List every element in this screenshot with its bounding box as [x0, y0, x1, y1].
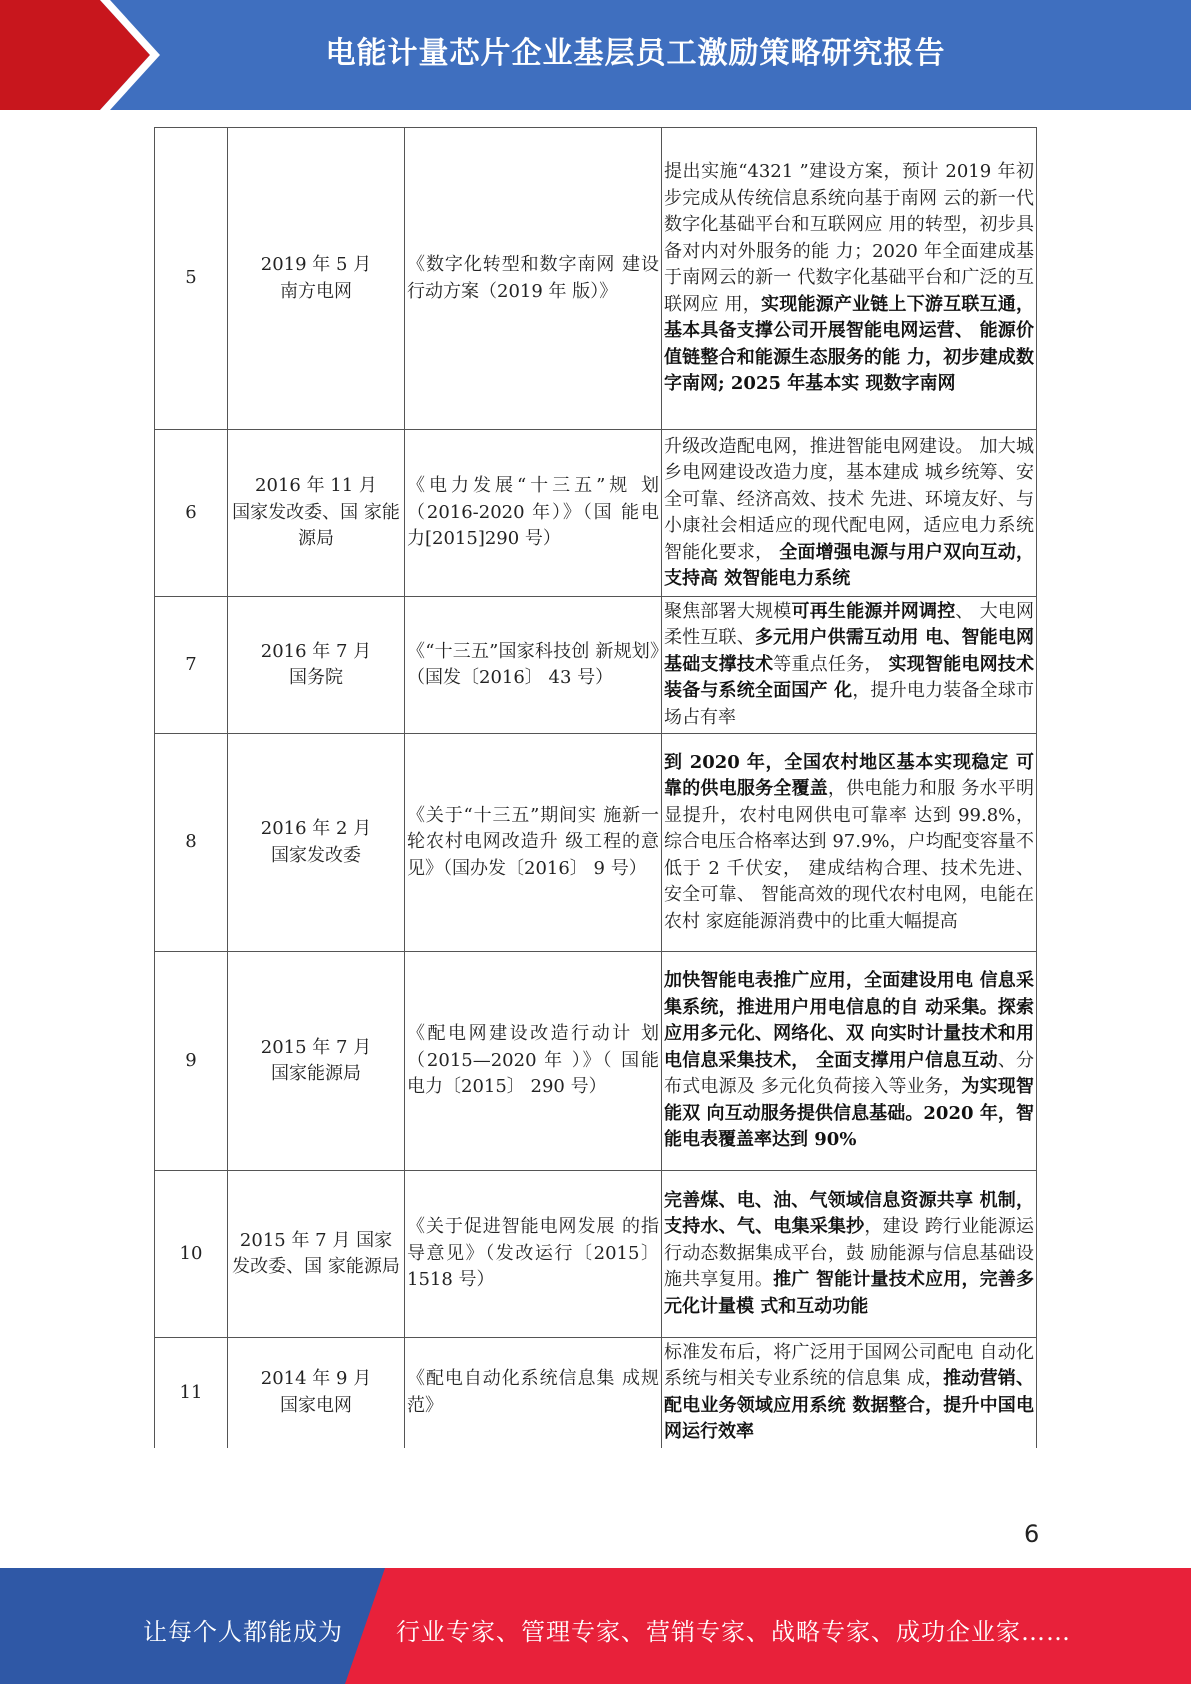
- content-highlight: 为实现智能双 向互动服务提供信息基础。2020 年，智 能电表覆盖率达到 90%: [664, 1076, 1034, 1151]
- content-highlight: 推动营销、配电业务领域应用系统 数据整合，提升中国电网运行效率: [664, 1368, 1034, 1443]
- document-title: 《“十三五”国家科技创 新规划》（国发〔2016〕 43 号）: [405, 597, 662, 734]
- issue-date: 2019 年 5 月: [260, 254, 372, 275]
- policy-content: [662, 734, 1037, 952]
- content-highlight: 完善煤、电、油、气领域信息资源共享 机制，支持水、气、电集采集抄: [664, 1189, 1034, 1238]
- document-title: 《数字化转型和数字南网 建设行动方案（2019 年 版）》: [405, 128, 662, 430]
- issue-date: 2015 年 7 月: [260, 1036, 372, 1058]
- date-issuer-cell: [228, 128, 405, 430]
- content-highlight: 推广 智能计量技术应用，完善多元化计量模 式和互动功能: [664, 1269, 1035, 1317]
- document-title: 《配电网建设改造行动计 划（2015—2020 年 ）》（ 国能电力〔2015〕 290 号）: [405, 952, 662, 1171]
- content-highlight: 实现能源产业链上下游互联互通， 基本具备支撑公司开展智能电网运营、 能源价值链整合和能源生态服务的能 力，初步建成数字南网; 2025 年基本实 现数字南网: [664, 293, 1034, 395]
- page-footer: [0, 1568, 1191, 1684]
- content-highlight: 到 2020 年，全国农村地区基本实现稳定 可靠的供电服务全覆盖: [664, 751, 1034, 800]
- date-issuer-cell: [228, 1171, 405, 1338]
- table-row: [155, 952, 1037, 1171]
- page-number: 6: [1024, 1520, 1040, 1548]
- content-text: ，建设 跨行业能源运行动态数据集成平台，鼓 励能源与信息基础设施共享复用。: [664, 1216, 1034, 1291]
- issuer: 南方电网: [280, 280, 352, 302]
- content-highlight: 加快智能电表推广应用，全面建设用电 信息采集系统，推进用户用电信息的自 动采集。探索应用多元化、网络化、双 向实时计量技术和用电信息采集技术， 全面支撑用户信息互动: [664, 970, 1034, 1071]
- issuer: 国家电网: [280, 1394, 352, 1416]
- row-number: 11: [155, 1338, 228, 1448]
- content-text: 、 大电网柔性互联、: [664, 600, 1034, 649]
- document-title: 《电力发展“十三五”规 划（2016-2020 年）》（国 能电力[2015]290 号）: [405, 430, 662, 597]
- table-row: [155, 128, 1037, 430]
- footer-slogan-left: 让每个人都能成为: [143, 1618, 343, 1646]
- content-text: 聚焦部署大规模: [664, 600, 792, 622]
- row-number: 7: [155, 597, 228, 734]
- table-row: [155, 734, 1037, 952]
- row-number: 6: [155, 430, 228, 597]
- content-text: ，提升电力装备全球市场占有率: [664, 680, 1035, 728]
- content-highlight: 可再生能源并网调控: [791, 600, 956, 622]
- content-text: 提出实施“4321 ”建设方案，预计 2019 年初步完成从传统信息系统向基于南网 云的新一代数字化基础平台和互联网应 用的转型，初步具备对内对外服务的能 力；2020 年全面建成基于南网云的新一 代数字化基础平台和广泛的互联网应 用，: [664, 161, 1034, 315]
- row-number: 9: [155, 952, 228, 1171]
- table-row: [155, 597, 1037, 734]
- issue-date: 2014 年 9 月: [260, 1368, 372, 1390]
- row-number: 8: [155, 734, 228, 952]
- issue-date: 2015 年 7 月 国家: [239, 1229, 393, 1251]
- page-header: [0, 0, 1191, 110]
- content-text: 升级改造配电网，推进智能电网建设。 加大城乡电网建设改造力度，基本建成 城乡统筹、安全可靠、经济高效、技术 先进、环境友好、与小康社会相适应的现代配电网，适应电力系统智能化要求，: [664, 435, 1034, 563]
- issuer: 国家发改委、国 家能源局: [232, 501, 400, 550]
- issuer: 国家能源局: [271, 1063, 361, 1084]
- policy-content: [662, 1338, 1037, 1448]
- date-issuer-cell: [228, 952, 405, 1171]
- content-text: 、分布式电源及 多元化负荷接入等业务，: [664, 1049, 1034, 1098]
- content-text: 标准发布后，将广泛用于国网公司配电 自动化系统与相关专业系统的信息集 成，: [664, 1341, 1034, 1390]
- policy-content: [662, 128, 1037, 430]
- issuer: 发改委、国 家能源局: [232, 1256, 400, 1277]
- content-text: ，供电能力和服 务水平明显提升，农村电网供电可靠率 达到 99.8%，综合电压合格率达到 97.9%，户均配变容量不低于 2 千伏安， 建成结构合理、技术先进、安全可靠、 智能高效的现代农村电网，电能在农村 家庭能源消费中的比重大幅提高: [664, 778, 1034, 932]
- report-title: 电能计量芯片企业基层员工激励策略研究报告: [325, 36, 946, 71]
- policy-content: [662, 430, 1037, 597]
- policy-content: [662, 952, 1037, 1171]
- issue-date: 2016 年 7 月: [260, 640, 372, 662]
- document-title: 《关于促进智能电网发展 的指导意见》（发改运行〔2015〕 1518 号）: [405, 1171, 662, 1338]
- table-row: [155, 1338, 1037, 1448]
- content-text: 等重点任务，: [773, 653, 889, 675]
- issue-date: 2016 年 11 月: [255, 475, 377, 497]
- policy-content: [662, 597, 1037, 734]
- document-title: 《关于“十三五”期间实 施新一轮农村电网改造升 级工程的意见》（国办发〔2016〕 9 号）: [405, 734, 662, 952]
- policy-table: [154, 127, 1037, 1448]
- issue-date: 2016 年 2 月: [260, 818, 372, 839]
- document-title: 《配电自动化系统信息集 成规范》: [405, 1338, 662, 1448]
- issuer: 国家发改委: [271, 844, 361, 866]
- footer-slogan-right: 行业专家、管理专家、营销专家、战略专家、成功企业家……: [396, 1618, 1071, 1646]
- date-issuer-cell: [228, 430, 405, 597]
- date-issuer-cell: [228, 734, 405, 952]
- content-highlight: 全面增强电源与用户双向互动，支持高 效智能电力系统: [664, 541, 1034, 589]
- date-issuer-cell: [228, 597, 405, 734]
- row-number: 5: [155, 128, 228, 430]
- table-row: [155, 1171, 1037, 1338]
- date-issuer-cell: [228, 1338, 405, 1448]
- policy-content: [662, 1171, 1037, 1338]
- table-row: [155, 430, 1037, 597]
- content-highlight: 多元用户供需互动用 电、智能电网基础支撑技术: [664, 627, 1035, 675]
- issuer: 国务院: [289, 667, 343, 688]
- row-number: 10: [155, 1171, 228, 1338]
- content-highlight: 实现智能电网技术装备与系统全面国产 化: [664, 653, 1034, 702]
